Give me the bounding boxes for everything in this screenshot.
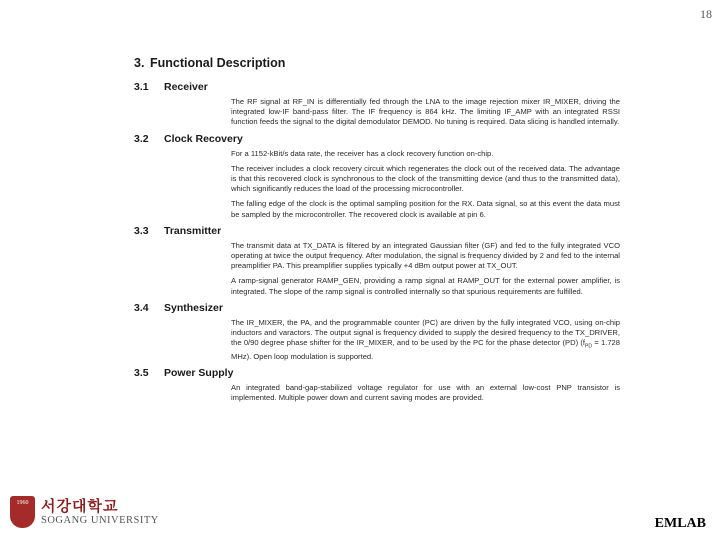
- paragraph: The falling edge of the clock is the optimal sampling position for the RX. Data signal, so at this event the data must be sampled by the microcontroller. The recovered clock is available at pin 6.: [231, 199, 620, 219]
- section-number: 3.4: [134, 301, 149, 314]
- section-title: Clock Recovery: [164, 132, 243, 145]
- paragraph-text: = 1.728 MHz). Open loop modulation is supported.: [231, 338, 620, 361]
- section-heading: [134, 225, 620, 237]
- section-number: 3.2: [134, 132, 149, 145]
- logo-english-name: SOGANG UNIVERSITY: [41, 515, 159, 526]
- section-power-supply: [134, 367, 620, 403]
- paragraph: For a 1152-kBit/s data rate, the receiver has a clock recovery function on-chip.: [231, 148, 494, 158]
- section-heading: [134, 133, 620, 145]
- paragraph-text: The IR_MIXER, the PA, and the programmable counter (PC) are driven by the fully integrated VCO, using on-chip inductors and varactors. The output signal is frequency divided to supply the desired frequency to the TX_DRIVER, the 0/90 degree phase shifter for the IR_MIXER, and to be used by the PC for the phase detector (PD) (f: [231, 317, 620, 348]
- university-seal-icon: [10, 496, 35, 528]
- logo-korean-name: 서강대학교: [41, 497, 119, 515]
- subscript: PD: [585, 343, 592, 350]
- slide-number: 18: [700, 7, 712, 21]
- section-receiver: [134, 81, 620, 128]
- paragraph: An integrated band-gap-stabilized voltage regulator for use with an external low-cost PNP transistor is implemented. Multiple power down and current saving modes are provided.: [231, 383, 620, 403]
- section-heading: [134, 81, 620, 93]
- university-logo: [10, 496, 159, 528]
- section-title: Transmitter: [164, 224, 222, 237]
- footer-label: EMLAB: [654, 516, 706, 531]
- paragraph: The RF signal at RF_IN is differentially fed through the LNA to the image rejection mixer IR_MIXER, driving the integrated low-IF band-pass filter. The IF frequency is 864 kHz. The limiting IF_AMP with an integrated RSSI function feeds the signal to the digital demodulator DEMOD. No tuning is required. Data slicing is handled internally.: [231, 97, 620, 127]
- section-title: Receiver: [164, 81, 208, 93]
- section-clock-recovery: [134, 133, 620, 220]
- section-synthesizer: [134, 302, 620, 362]
- paragraph: [231, 318, 620, 362]
- document-page: [134, 56, 620, 409]
- section-number: 3.5: [134, 367, 149, 380]
- seal-text: 1960: [16, 500, 29, 506]
- chapter-heading: [134, 56, 620, 70]
- section-heading: [134, 302, 620, 314]
- chapter-title: Functional Description: [150, 56, 286, 70]
- section-heading: [134, 367, 620, 379]
- section-number: 3.1: [134, 81, 149, 93]
- section-title: Power Supply: [164, 367, 234, 380]
- section-number: 3.3: [134, 224, 149, 237]
- paragraph: A ramp-signal generator RAMP_GEN, providing a ramp signal at RAMP_OUT for the external power amplifier, is integrated. The slope of the ramp signal is controlled internally so that spurious requirements are fulfilled.: [231, 276, 620, 296]
- section-title: Synthesizer: [164, 301, 223, 314]
- chapter-number: 3.: [134, 56, 145, 70]
- section-transmitter: [134, 225, 620, 297]
- paragraph: The receiver includes a clock recovery circuit which regenerates the clock out of the received data. The advantage is that this recovered clock is synchronous to the clock of the transmitting device (and thus to the transmitted data), which significantly reduces the load of the processing microcontroller.: [231, 163, 620, 194]
- paragraph: The transmit data at TX_DATA is filtered by an integrated Gaussian filter (GF) and fed to the fully integrated VCO operating at twice the output frequency. After modulation, the signal is frequency divided by 2 and fed to the internal preamplifier PA. This preamplifier supplies typically +4 dBm output power at TX_OUT.: [231, 240, 620, 271]
